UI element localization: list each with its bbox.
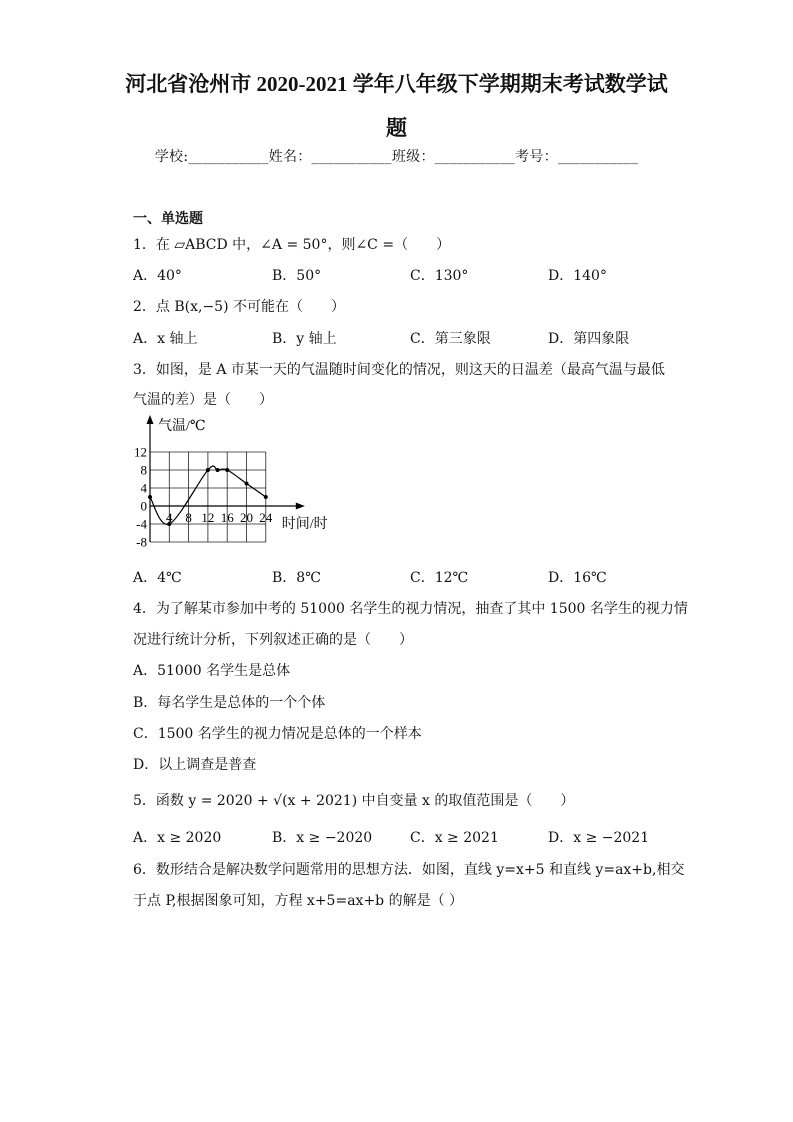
question-5-option-b: B．x ≥ −2020 xyxy=(272,830,373,846)
question-4-option-c: C．1500 名学生的视力情况是总体的一个样本 xyxy=(133,726,422,742)
data-point xyxy=(206,468,210,472)
student-info-line: 学校:___________姓名：___________班级：___________考号：___________ xyxy=(154,149,639,165)
question-4-option-a: A．51000 名学生是总体 xyxy=(133,663,291,679)
question-5-stem: 5．函数 y = 2020 + √(x + 2021) 中自变量 x 的取值范围是（ ） xyxy=(133,793,575,809)
question-1-stem: 1．在 ▱ABCD 中，∠A = 50°，则∠C =（ ） xyxy=(133,237,451,253)
question-1-option-c: C．130° xyxy=(410,268,469,284)
question-3-stem-line1: 3．如图，是 A 市某一天的气温随时间变化的情况，则这天的日温差（最高气温与最低 xyxy=(133,362,665,378)
data-point xyxy=(216,468,220,472)
question-2-option-d: D．第四象限 xyxy=(548,331,630,347)
question-2-option-a: A．x 轴上 xyxy=(133,331,198,347)
y-axis-label: 气温/℃ xyxy=(158,419,206,434)
y-tick-label: 8 xyxy=(140,462,147,478)
question-4-stem-line1: 4．为了解某市参加中考的 51000 名学生的视力情况，抽查了其中 1500 名学生的视力情 xyxy=(133,601,688,617)
question-4-stem-line2: 况进行统计分析，下列叙述正确的是（ ） xyxy=(133,632,413,648)
page-title: 河北省沧州市 2020-2021 学年八年级下学期期末考试数学试 xyxy=(125,72,668,96)
y-tick-label: 4 xyxy=(140,480,147,496)
section-heading: 一、单选题 xyxy=(133,211,203,227)
y-axis-arrow xyxy=(147,415,154,424)
question-3-stem-line2: 气温的差）是（ ） xyxy=(133,392,273,408)
question-6-stem-line1: 6．数形结合是解决数学问题常用的思想方法．如图，直线 y=x+5 和直线 y=ax+b,相交 xyxy=(133,862,685,878)
data-point xyxy=(264,495,268,499)
data-point xyxy=(225,468,229,472)
y-tick-label: 0 xyxy=(140,498,147,514)
x-tick-label: 24 xyxy=(259,510,273,525)
x-tick-label: 8 xyxy=(185,510,192,525)
x-tick-label: 20 xyxy=(240,510,253,525)
y-tick-label: 12 xyxy=(134,444,147,460)
x-tick-label: 16 xyxy=(220,510,234,525)
x-axis-label: 时间/时 xyxy=(281,517,328,532)
y-tick-label: -8 xyxy=(136,534,147,550)
question-5-option-d: D．x ≥ −2021 xyxy=(548,830,650,846)
question-3-option-b: B．8℃ xyxy=(272,570,321,586)
question-5-option-c: C．x ≥ 2021 xyxy=(410,830,499,846)
x-tick-label: 4 xyxy=(166,510,173,525)
question-5-option-a: A．x ≥ 2020 xyxy=(133,830,222,846)
y-tick-label: -4 xyxy=(136,516,147,532)
question-2-stem: 2．点 B(x,−5) 不可能在（ ） xyxy=(133,299,346,315)
question-3-option-a: A．4℃ xyxy=(133,570,182,586)
question-1-option-b: B．50° xyxy=(272,268,322,284)
question-2-option-b: B．y 轴上 xyxy=(272,331,337,347)
question-4-option-b: B．每名学生是总体的一个个体 xyxy=(133,695,326,711)
question-1-option-a: A．40° xyxy=(133,268,182,284)
question-1-option-d: D．140° xyxy=(548,268,607,284)
question-3-option-d: D．16℃ xyxy=(548,570,607,586)
temperature-line-chart xyxy=(133,412,343,557)
question-4-option-d: D．以上调查是普查 xyxy=(133,757,257,773)
x-axis-arrow xyxy=(296,503,305,510)
question-2-option-c: C．第三象限 xyxy=(410,331,491,347)
data-point xyxy=(148,495,152,499)
page-title-continued: 题 xyxy=(386,116,407,140)
question-3-option-c: C．12℃ xyxy=(410,570,469,586)
x-tick-label: 12 xyxy=(201,510,215,525)
question-6-stem-line2: 于点 P,根据图象可知，方程 x+5=ax+b 的解是（ ） xyxy=(133,893,464,909)
data-point xyxy=(245,482,249,486)
